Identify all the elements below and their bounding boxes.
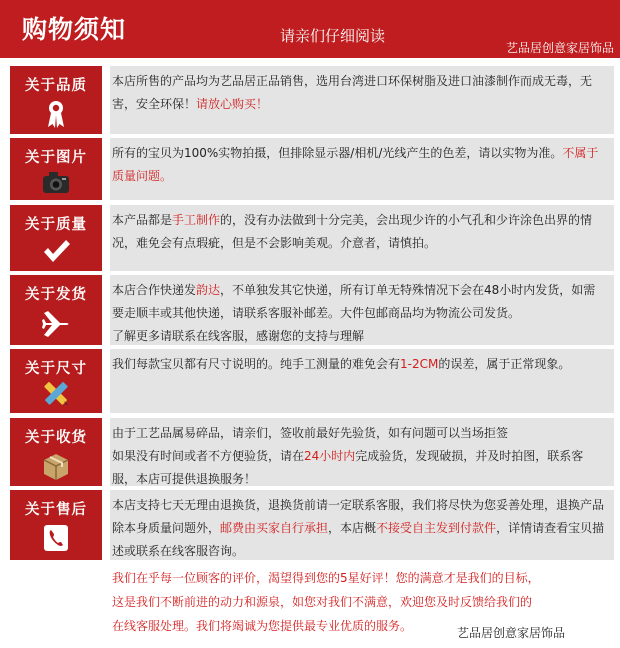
section-content [110, 418, 614, 486]
footer-line: 这是我们不断前进的动力和源泉，如您对我们不满意，欢迎您及时反馈给我们的 [112, 595, 533, 609]
section-images [10, 138, 614, 200]
section-size [10, 349, 614, 413]
section-after-sales [10, 490, 614, 560]
section-label-box [10, 418, 102, 486]
section-label-box [10, 275, 102, 345]
section-text: 本店所售的产品均为艺品居正品销售，选用台湾进口环保树脂及进口油漆制作而成无毒，无害，安全环保！请放心购买！ [112, 74, 593, 111]
ruler-pencil-icon [40, 377, 72, 409]
airplane-icon [40, 307, 72, 339]
section-text: 我们每款宝贝都有尺寸说明的。纯手工测量的难免会有1-2CM的误差，属于正常现象。 [112, 357, 571, 371]
section-workmanship [10, 205, 614, 271]
section-text: 由于工艺品属易碎品，请亲们，签收前最好先验货，如有问题可以当场拒签 如果没有时间或者不方便验货，请在24小时内完成验货，发现破损，并及时拍图，联系客服，本店可提供退换服务！ [112, 426, 584, 486]
section-text: 本产品都是手工制作的，没有办法做到十分完美，会出现少许的小气孔和少许涂色出界的情况，难免会有点瑕疵，但是不会影响美观。介意者，请慎拍。 [112, 213, 593, 250]
section-text: 本店支持七天无理由退换货，退换货前请一定联系客服，我们将尽快为您妥善处理，退换产品除本身质量问题外，邮费由买家自行承担，本店概不接受自主发到付款件，详情请查看宝贝描述或联系在线客服咨询。 [112, 498, 605, 558]
package-icon [40, 450, 72, 482]
section-content [110, 205, 614, 271]
section-label: 关于收货 [25, 430, 87, 446]
section-shipping [10, 275, 614, 345]
section-label: 关于发货 [25, 287, 87, 303]
footer-line: 在线客服处理。我们将竭诚为您提供最专业优质的服务。 [112, 619, 413, 633]
section-label: 关于品质 [25, 78, 87, 94]
ribbon-award-icon [40, 98, 72, 130]
checkmark-icon [40, 235, 72, 267]
section-label-box [10, 138, 102, 200]
section-content [110, 490, 614, 560]
section-content [110, 66, 614, 134]
section-label-box [10, 490, 102, 560]
section-label: 关于售后 [25, 502, 87, 518]
section-content [110, 275, 614, 345]
footer-line: 我们在乎每一位顾客的评价，渴望得到您的5星好评！您的满意才是我们的目标， [112, 571, 540, 585]
section-label-box [10, 205, 102, 271]
section-quality [10, 66, 614, 134]
section-content [110, 349, 614, 413]
section-label-box [10, 66, 102, 134]
page-header [0, 0, 620, 58]
page-subtitle: 请亲们仔细阅读 [280, 27, 386, 45]
header-brand: 艺品居创意家居饰品 [505, 41, 614, 55]
phone-icon [40, 522, 72, 554]
section-content [110, 138, 614, 200]
section-text: 所有的宝贝为100%实物拍摄，但排除显示器/相机/光线产生的色差，请以实物为准。不属于质量问题。 [112, 146, 599, 183]
section-text: 本店合作快递发韵达，不单独发其它快递，所有订单无特殊情况下会在48小时内发货，如需要走顺丰或其他快递，请联系客服补邮差。大件包邮商品均为物流公司发货。 了解更多请联系在线客服，感谢您的支持与理解 [112, 283, 596, 343]
section-label: 关于质量 [25, 217, 87, 233]
section-label: 关于尺寸 [25, 361, 87, 377]
section-label: 关于图片 [25, 150, 87, 166]
camera-icon [40, 166, 72, 198]
page-title: 购物须知 [22, 15, 127, 44]
section-label-box [10, 349, 102, 413]
section-receiving [10, 418, 614, 486]
footer-brand: 艺品居创意家居饰品 [457, 626, 566, 640]
